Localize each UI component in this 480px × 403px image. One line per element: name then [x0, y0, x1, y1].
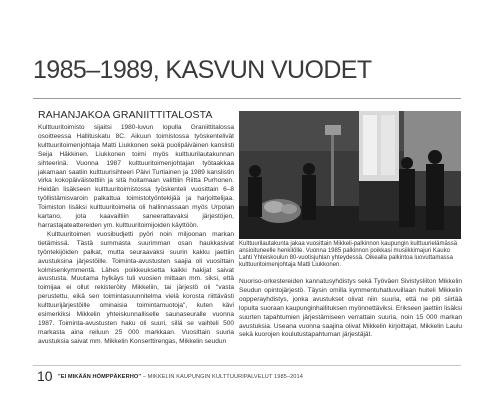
footer-divider: [33, 365, 461, 366]
left-text-column: [38, 124, 234, 347]
photo-caption: Kulttuurilautakunta jakaa vuosittain Mikkeli-palkinnon kaupungin kulttuurielämässä ansioituneelle henkilölle. Vuonna 1985 palkinnon poikkasi musiikkimajuri Kauko Lahti Yhteiskoulun 80-vuotisjuhlan yhteydessä. Oikealla palkintoa luovuttamassa kulttuuritoimenjohtaja Matti Liukkonen.: [239, 241, 458, 269]
right-text-column: [239, 278, 462, 340]
running-footer: [58, 374, 303, 380]
footer-book-title: "EI MIKÄÄN HÖMPPÄKERHO": [58, 374, 142, 380]
right-paragraph-1: Nuoriso-orkestereiden kannatusyhdistys sekä Työväen Sivistysliiton Mikkelin Seudun opintojärjestö. Täysin omilla kymmentuhatluvuillaan huiteli Mikkelin oopperayhdistys, jonka avustukset olivat niin suuria, että ne piti siirtää lopulta suoraan kaupunginhallituksen myönnettäviksi. Erikseen jaettiin lisäksi suurten tapahtumien järjestämiseen verrattain suuria, noin 15 000 markan avustuksia. Useana vuonna saajina olivat Mikkelin kirjoittajat, Mikkelin Laulu sekä kuorojen koulutustapahtuman järjestäjät.: [239, 278, 462, 339]
left-paragraph-2: Kulttuuritoimen vuosibudjetti pyöri noin miljoonan markan tietämissä. Tästä summasta suurimman osan haukkasivat työntekijöiden palkat, mutta seuraavaksi suurin kakku jaettiin avustuksina järjestöille. Toiminta-avustusten saajia oli vuosittain kolmisenkymmentä. Lähes poikkeuksetta kaikki hakijat saivat avustusta. Muutama hylkäys tuli vuosien mittaan mm. siksi, että toimijaa ei ollut rekisteröity Mikkeliin, tai järjestö oli "vasta perustettu, eikä sen toimintasuunnitelma vielä korosta riittävästi kulttuurijärjestöille ominaisia toimintamuotoja", kuten kävi esimerkiksi Mikkelin yhteiskunnalliselle saunaseuralle vuonna 1987. Toiminta-avustusten haku oli suuri, sillä se vaihteli 500 markasta aina reiluun 25 000 markkaan. Vuosittain suuria avustuksia saivat mm. Mikkelin Konserttirengas, Mikkelin seudun: [38, 230, 234, 345]
photo-illustration: [239, 111, 461, 239]
archive-photo: [239, 111, 461, 239]
section-heading: RAHANJAKOA GRANIITTITALOSTA: [38, 109, 213, 121]
page-title: 1985–1989, KASVUN VUODET: [33, 56, 372, 84]
footer-subtitle: – MIKKELIN KAUPUNGIN KULTTUURIPALVELUT 1985–2014: [141, 374, 303, 380]
page-number: 10: [37, 368, 53, 384]
left-paragraph-1: Kulttuuritoimisto sijaitsi 1980-luvun lopulla Graniittitalossa osoitteessa Hallituskatu 8C. Aikuun toimistossa työskentelivät kulttuuritoimenjohtaja Matti Liukkonen sekä puolipäiväinen kanslisti Seija Häkkinen. Liukkonen toimi myös kulttuurilautakunnan sihteerinä. Vuonna 1987 kulttuuritoimenjohtajan työtaakkaa jakamaan saatiin kulttuurisihteeri Päivi Turtiainen ja 1989 kanslistin virka kokopäiväistettiin ja sitä hoitamaan valittiin Riitta Purhonen. Heidän lisäkseen kulttuuritoimistossa työskenteli vuosittain 6–8 työllistämisvaroin palkattua toimistotyöntekijää ja harjoittelijaa. Toimiston lisäksi kulttuuritoimella oli hallinnassaan myös Urpolan kartano, jota kaavailtiin saneerattavaksi järjestöjen, harrastajateattereiden ym. kulttuuritoimijoiden käyttöön.: [38, 124, 234, 229]
title-divider: [33, 98, 461, 99]
